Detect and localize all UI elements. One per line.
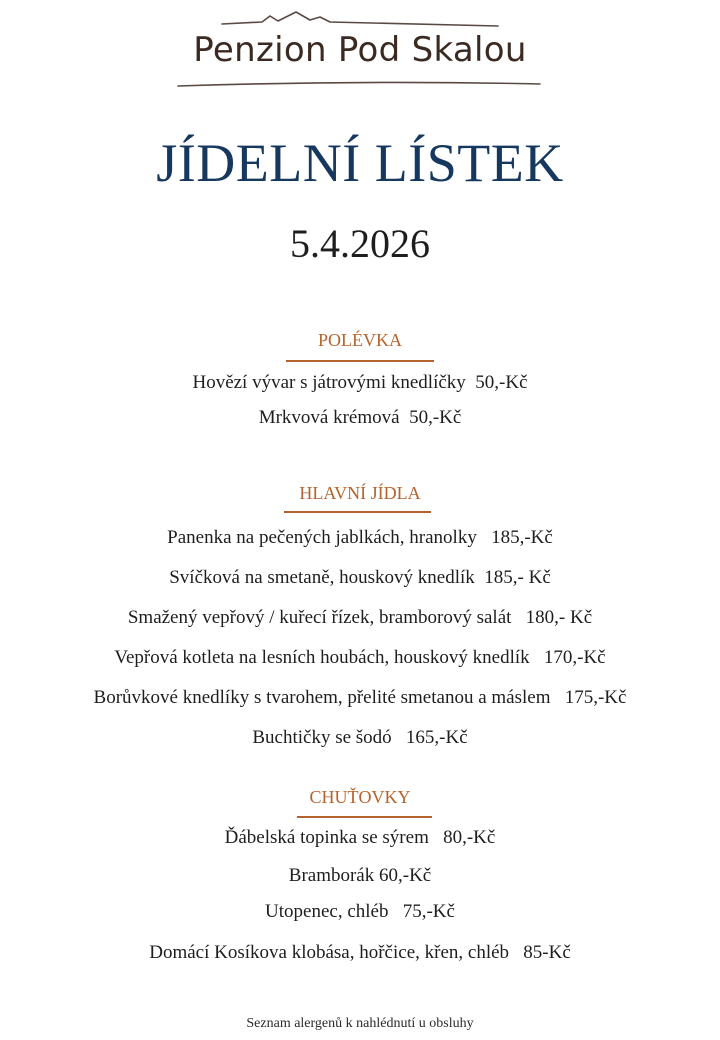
- menu-title: JÍDELNÍ LÍSTEK: [156, 133, 564, 193]
- menu-item: Bramborák 60,-Kč: [288, 865, 432, 886]
- menu-item: Utopenec, chléb 75,-Kč: [265, 901, 455, 922]
- menu-item: Svíčková na smetaně, houskový knedlík 185,- Kč: [169, 567, 551, 588]
- section-heading-soups: POLÉVKA: [318, 330, 402, 350]
- section-heading-snacks: CHUŤOVKY: [309, 787, 411, 807]
- menu-date: 5.4.2026: [290, 221, 430, 266]
- logo: [0, 0, 720, 100]
- menu-item: Vepřová kotleta na lesních houbách, houskový knedlík 170,-Kč: [114, 647, 606, 668]
- menu-item: Mrkvová krémová 50,-Kč: [258, 407, 462, 428]
- menu-item: Buchtičky se šodó 165,-Kč: [252, 727, 468, 748]
- section-divider: [284, 511, 431, 513]
- menu-item: Domácí Kosíkova klobása, hořčice, křen, chléb 85-Kč: [149, 942, 571, 963]
- menu-item: Borůvkové knedlíky s tvarohem, přelité smetanou a máslem 175,-Kč: [93, 687, 627, 708]
- section-divider: [297, 816, 432, 818]
- menu-item: Smažený vepřový / kuřecí řízek, bramborový salát 180,- Kč: [127, 607, 593, 628]
- section-divider: [286, 360, 434, 362]
- section-heading-main-dishes: HLAVNÍ JÍDLA: [299, 483, 421, 503]
- allergen-note: Seznam alergenů k nahlédnutí u obsluhy: [246, 1016, 474, 1031]
- logo-name: Penzion Pod Skalou: [193, 30, 527, 70]
- menu-item: Hovězí vývar s játrovými knedlíčky 50,-Kč: [192, 372, 528, 393]
- menu-item: Panenka na pečených jablkách, hranolky 185,-Kč: [167, 527, 553, 548]
- menu-item: Ďábelská topinka se sýrem 80,-Kč: [224, 827, 496, 848]
